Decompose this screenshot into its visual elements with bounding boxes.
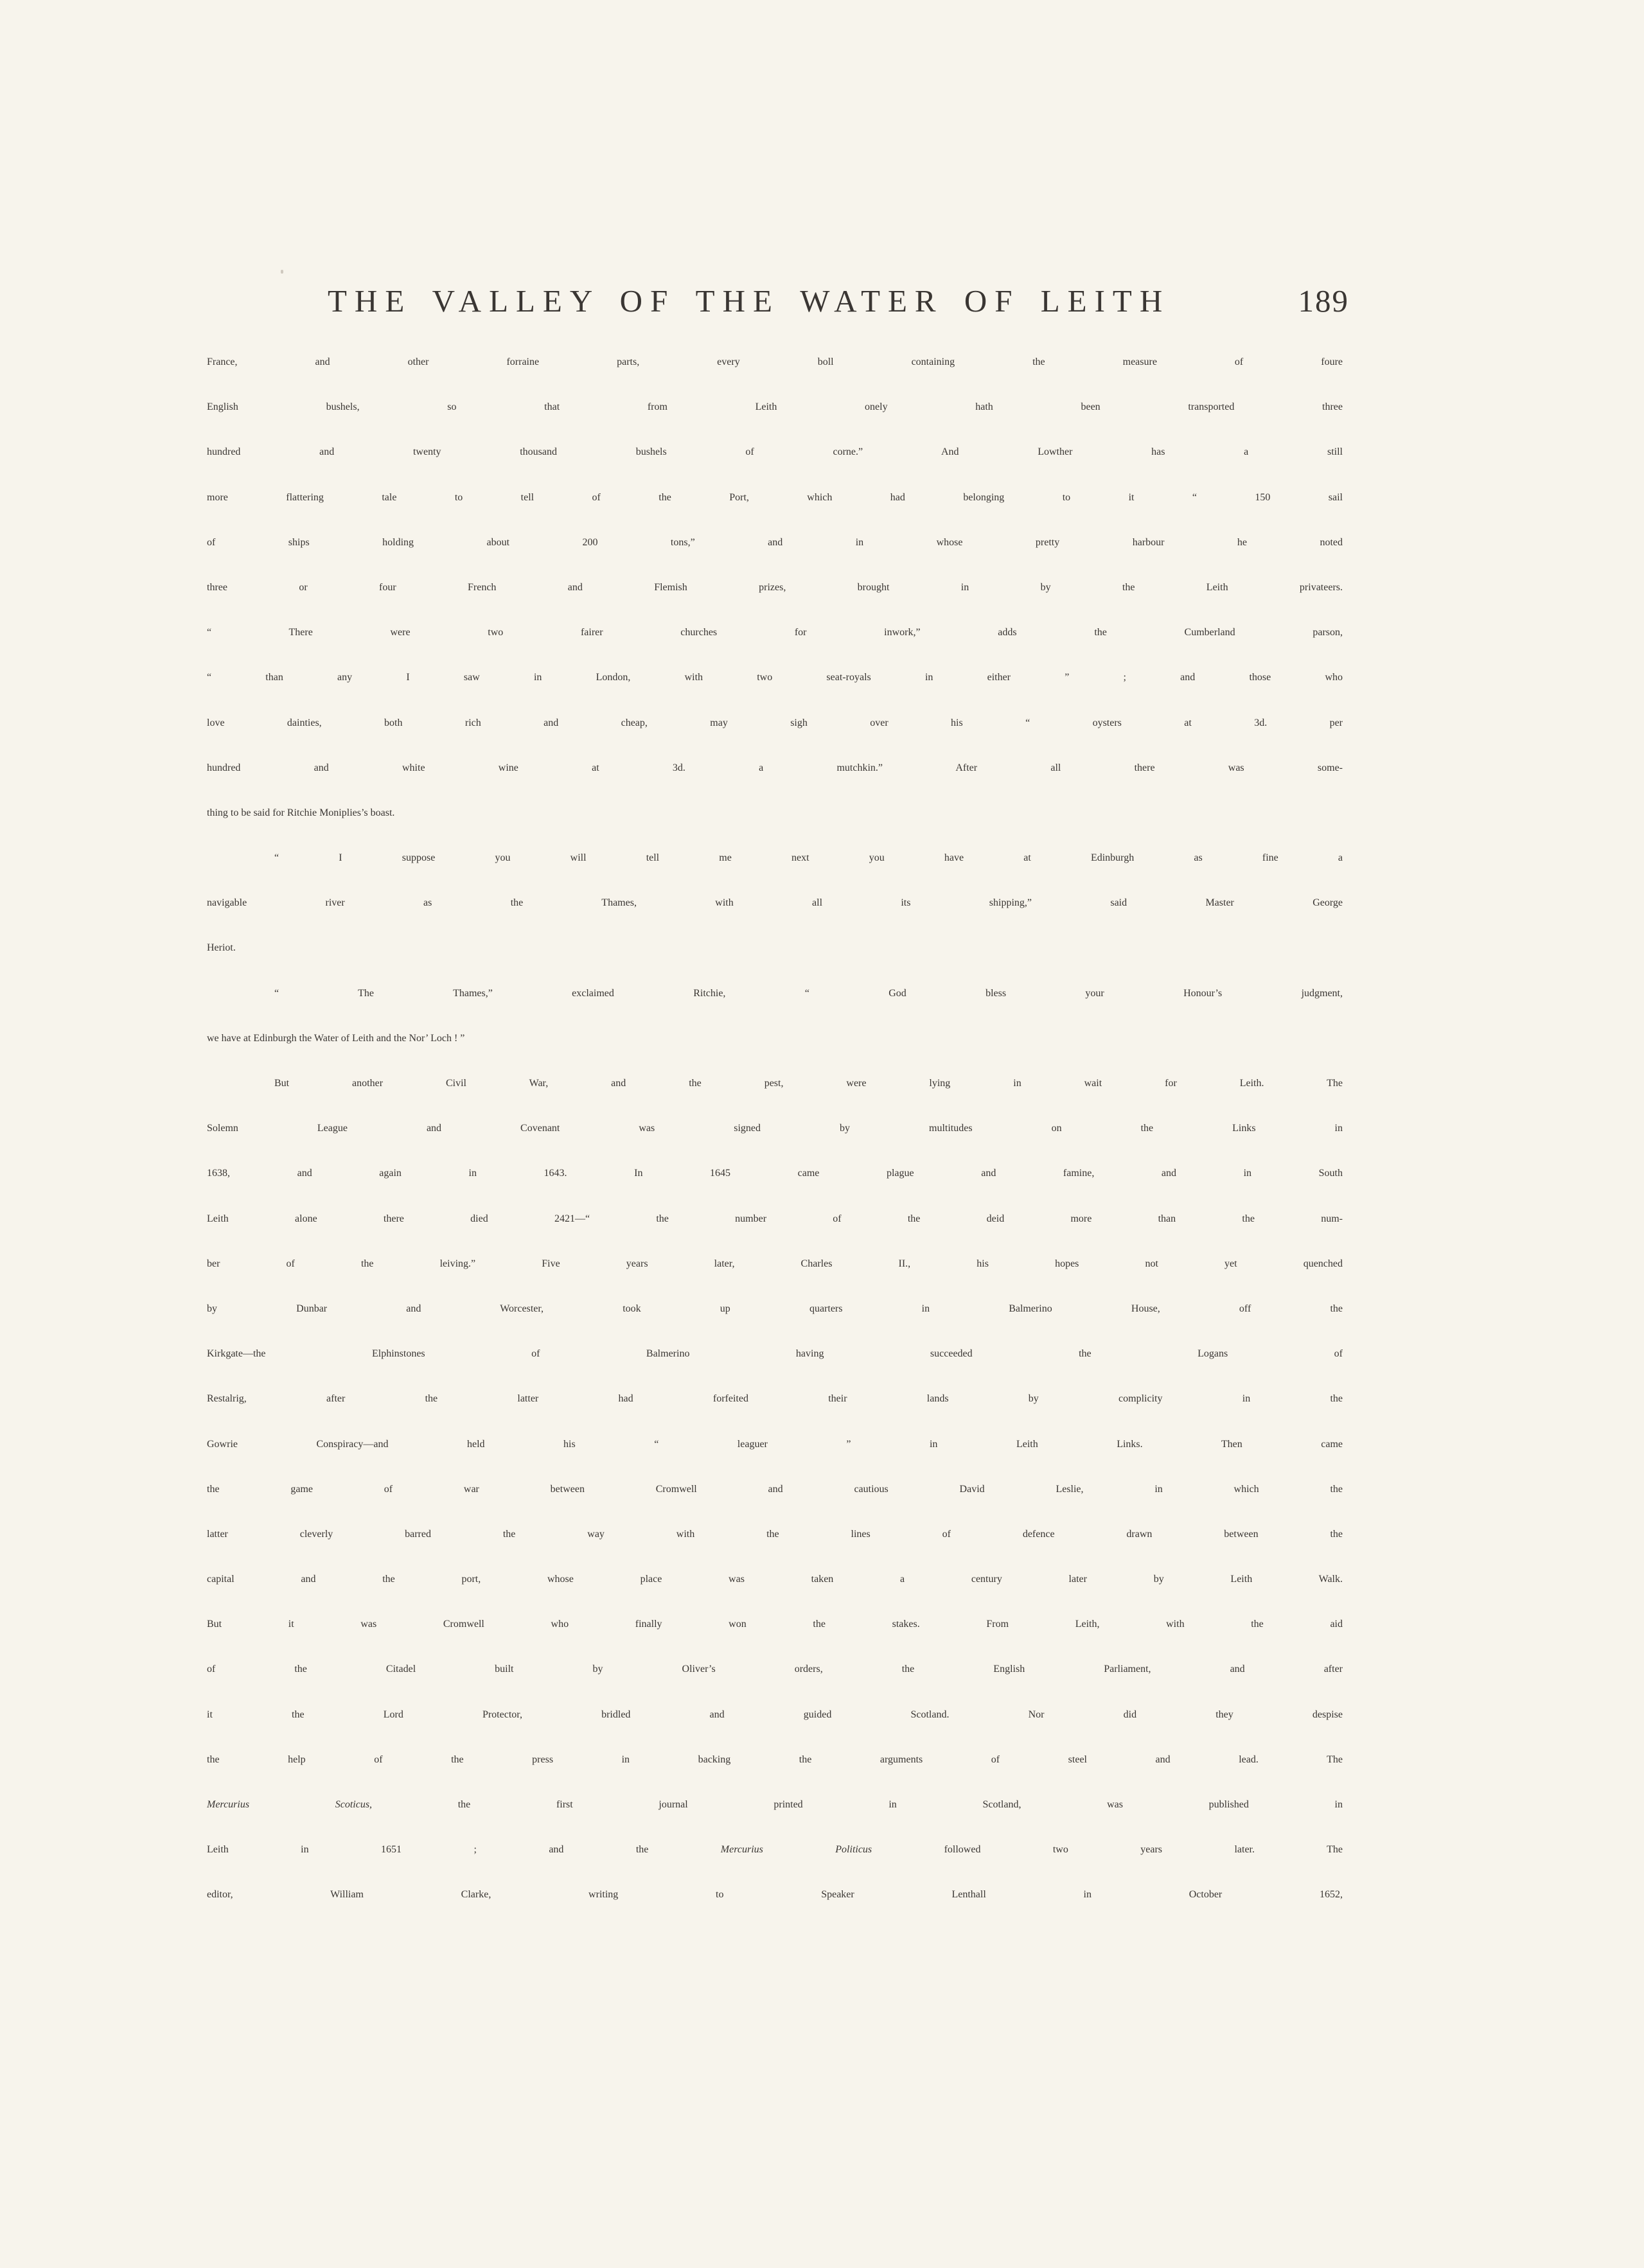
text-line: capital and the port, whose place was taken a century later by Leith Walk. <box>207 1574 1343 1585</box>
text-line: editor, William Clarke, writing to Speaker Lenthall in October 1652, <box>207 1889 1343 1901</box>
text-line: hundred and twenty thousand bushels of corne.” And Lowther has a still <box>207 446 1343 458</box>
text-line: Leith alone there died 2421—“ the number of the deid more than the num- <box>207 1213 1343 1224</box>
text-line: But another Civil War, and the pest, were lying in wait for Leith. The <box>274 1078 1343 1089</box>
text-line: the help of the press in backing the arguments of steel and lead. The <box>207 1754 1343 1765</box>
text-run: followed two years later. The <box>872 1844 1343 1856</box>
italic-title: Mercurius Politicus <box>720 1844 872 1856</box>
text-line: Heriot. <box>207 942 236 954</box>
text-line: by Dunbar and Worcester, took up quarters in Balmerino House, off the <box>207 1303 1343 1314</box>
text-line: love dainties, both rich and cheap, may sigh over his “ oysters at 3d. per <box>207 717 1343 728</box>
text-line: But it was Cromwell who finally won the stakes. From Leith, with the aid <box>207 1619 1343 1630</box>
text-line: “ than any I saw in London, with two seat-royals in either ” ; and those who <box>207 672 1343 683</box>
text-line: more flattering tale to tell of the Port, which had belonging to it “ 150 sail <box>207 491 1343 503</box>
text-line: Kirkgate—the Elphinstones of Balmerino having succeeded the Logans of <box>207 1348 1343 1360</box>
italic-title: Mercurius Scoticus, <box>207 1799 373 1810</box>
text-line: we have at Edinburgh the Water of Leith and the Nor’ Loch ! ” <box>207 1032 465 1044</box>
text-line <box>207 1844 1343 1889</box>
body-text <box>207 356 1343 1935</box>
paper-speck <box>281 270 283 274</box>
text-line: Solemn League and Covenant was signed by multitudes on the Links in <box>207 1123 1343 1134</box>
text-line: hundred and white wine at 3d. a mutchkin.” After all there was some- <box>207 762 1343 773</box>
text-line: it the Lord Protector, bridled and guided Scotland. Nor did they despise <box>207 1709 1343 1720</box>
text-line: Restalrig, after the latter had forfeited their lands by complicity in the <box>207 1393 1343 1405</box>
text-line: 1638, and again in 1643. In 1645 came plague and famine, and in South <box>207 1168 1343 1179</box>
text-line: “ There were two fairer churches for inwork,” adds the Cumberland parson, <box>207 627 1343 638</box>
text-line: English bushels, so that from Leith onely hath been transported three <box>207 401 1343 413</box>
text-line: “ The Thames,” exclaimed Ritchie, “ God bless your Honour’s judgment, <box>274 987 1343 999</box>
text-line: navigable river as the Thames, with all its shipping,” said Master George <box>207 897 1343 909</box>
running-title: THE VALLEY OF THE WATER OF LEITH <box>328 283 1171 319</box>
text-run: the first journal printed in Scotland, was published in <box>372 1799 1343 1810</box>
text-line: France, and other forraine parts, every boll containing the measure of foure <box>207 356 1343 367</box>
text-line: the game of war between Cromwell and cautious David Leslie, in which the <box>207 1483 1343 1495</box>
running-header <box>328 283 1349 328</box>
page-number: 189 <box>1298 283 1349 319</box>
text-line: of the Citadel built by Oliver’s orders, the English Parliament, and after <box>207 1664 1343 1675</box>
text-line: “ I suppose you will tell me next you have at Edinburgh as fine a <box>274 852 1343 864</box>
text-line: three or four French and Flemish prizes, brought in by the Leith privateers. <box>207 581 1343 593</box>
text-line: latter cleverly barred the way with the lines of defence drawn between the <box>207 1528 1343 1540</box>
text-run: Leith in 1651 ; and the <box>207 1844 721 1856</box>
text-line: thing to be said for Ritchie Moniplies’s boast. <box>207 807 395 818</box>
text-line: of ships holding about 200 tons,” and in whose pretty harbour he noted <box>207 536 1343 548</box>
text-line: Gowrie Conspiracy—and held his “ leaguer ” in Leith Links. Then came <box>207 1438 1343 1450</box>
text-line: ber of the leiving.” Five years later, Charles II., his hopes not yet quenched <box>207 1258 1343 1269</box>
text-line <box>207 1799 1343 1844</box>
